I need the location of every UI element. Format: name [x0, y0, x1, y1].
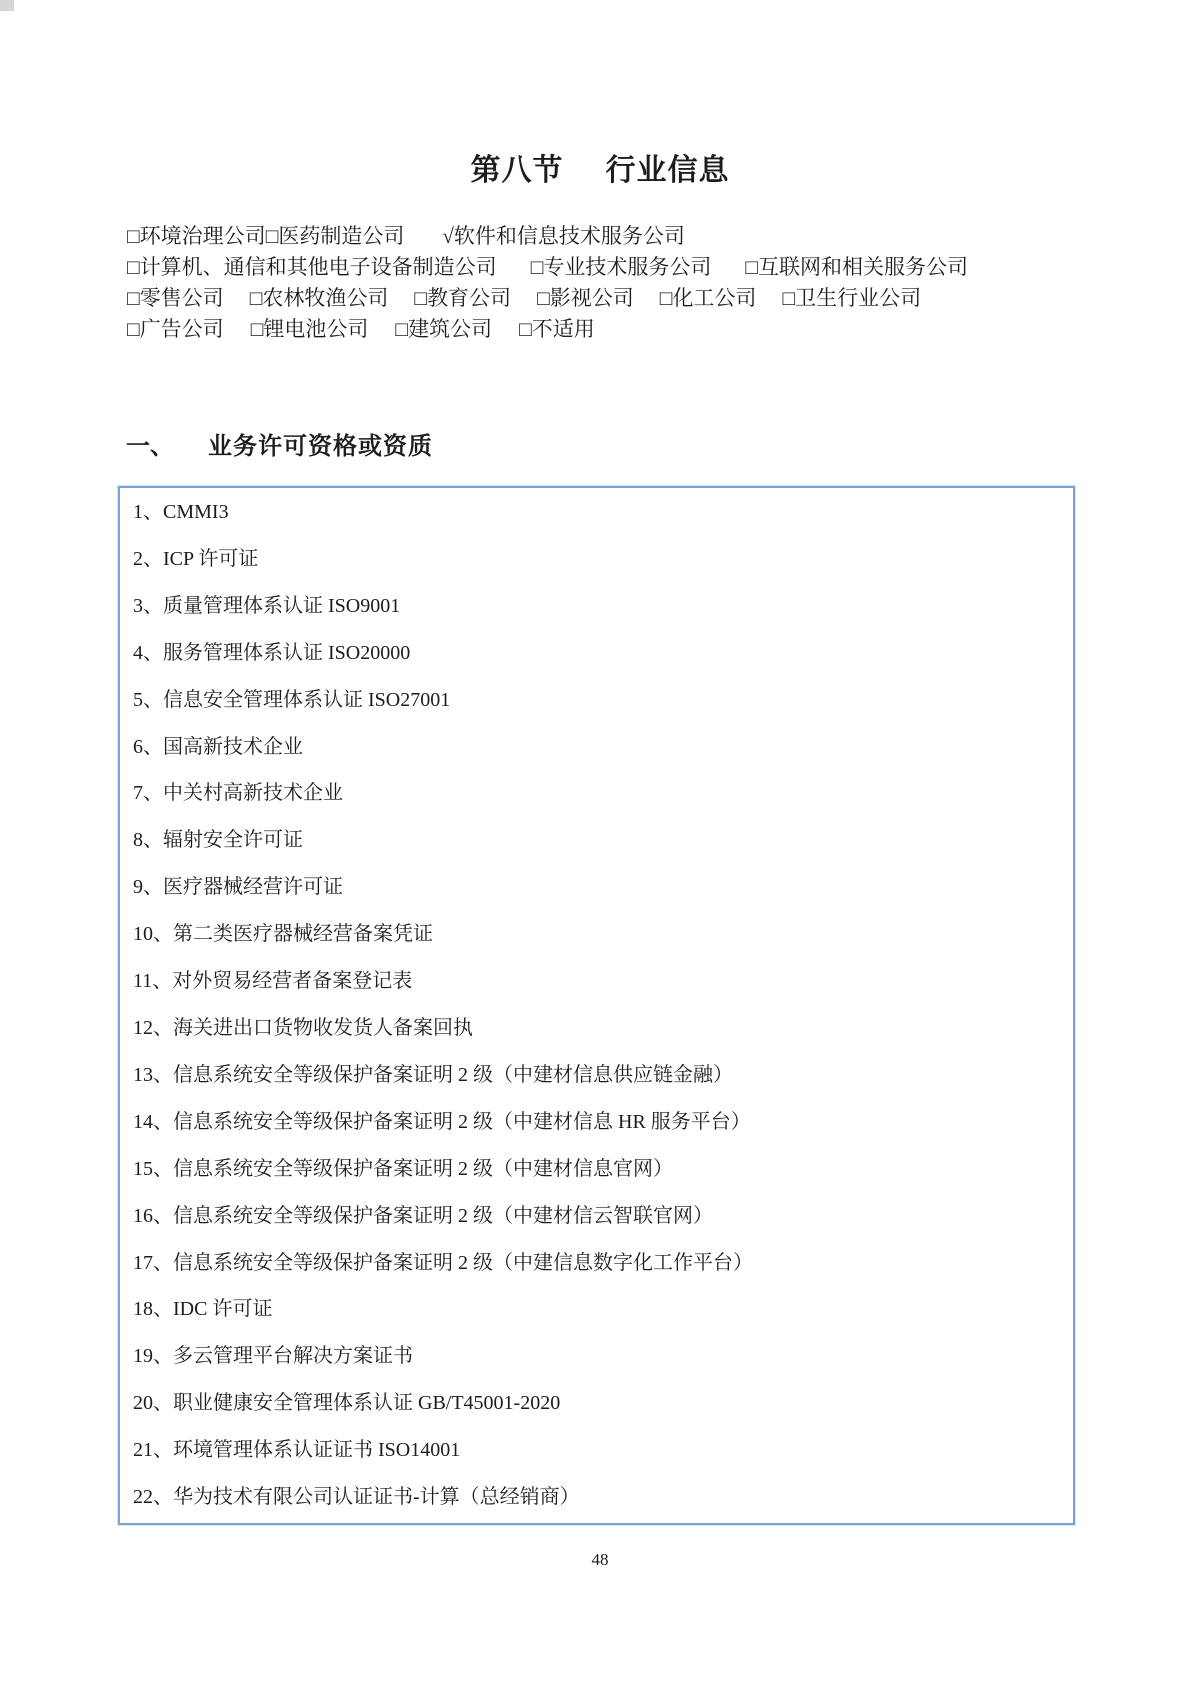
checkbox-icon: □: [537, 286, 550, 310]
list-item: 22、华为技术有限公司认证证书-计算（总经销商）: [133, 1486, 580, 1509]
industry-option-label: 不适用: [531, 317, 595, 341]
industry-option[interactable]: [251, 314, 369, 345]
industry-option[interactable]: [519, 314, 595, 345]
industry-option[interactable]: [127, 221, 266, 252]
industry-option[interactable]: [127, 314, 224, 345]
list-item: 14、信息系统安全等级保护备案证明 2 级（中建材信息 HR 服务平台）: [133, 1110, 751, 1133]
checkbox-icon: □: [659, 286, 673, 310]
page-title-text: 行业信息: [605, 154, 730, 187]
industry-option[interactable]: [127, 252, 497, 283]
section-number: 一、: [126, 433, 174, 460]
list-item: 7、中关村高新技术企业: [133, 782, 343, 805]
list-item: 1、CMMI3: [133, 501, 229, 523]
section-heading-text: 业务许可资格或资质: [208, 433, 433, 460]
list-item: 13、信息系统安全等级保护备案证明 2 级（中建材信息供应链金融）: [133, 1063, 733, 1086]
page-title-section: 第八节: [470, 154, 564, 187]
list-item: 4、服务管理体系认证 ISO20000: [133, 641, 411, 664]
checkbox-icon: □: [745, 255, 759, 279]
checkbox-icon: □: [250, 317, 264, 341]
checkbox-icon: □: [395, 317, 409, 341]
industry-option-label: 零售公司: [139, 286, 224, 310]
section-heading: [126, 430, 433, 464]
scrollbar-corner-artifact: [0, 0, 14, 11]
industry-option[interactable]: [745, 252, 968, 283]
checkbox-icon: □: [414, 286, 428, 310]
industry-option-label: 建筑公司: [408, 317, 493, 341]
checkbox-icon: □: [127, 317, 140, 341]
industry-option-label: 环境治理公司: [139, 224, 266, 248]
industry-checkbox-line: [127, 314, 968, 345]
list-item: 6、国高新技术企业: [133, 735, 303, 758]
list-item: 18、IDC 许可证: [133, 1298, 273, 1321]
industry-option-label: 软件和信息技术服务公司: [453, 224, 685, 248]
list-item: 19、多云管理平台解决方案证书: [133, 1345, 413, 1368]
checkbox-icon: □: [127, 224, 140, 248]
qualification-list-box: [118, 486, 1075, 1525]
industry-option-label: 农林牧渔公司: [262, 286, 389, 310]
list-item: 20、职业健康安全管理体系认证 GB/T45001-2020: [133, 1392, 561, 1415]
list-item: 3、质量管理体系认证 ISO9001: [133, 594, 401, 617]
industry-option-label: 锂电池公司: [263, 317, 369, 341]
industry-option-label: 医药制造公司: [278, 224, 405, 248]
list-item: 15、信息系统安全等级保护备案证明 2 级（中建材信息官网）: [133, 1157, 673, 1180]
industry-option-label: 教育公司: [427, 286, 512, 310]
list-item: 8、辐射安全许可证: [133, 829, 303, 852]
industry-option-label: 化工公司: [672, 286, 757, 310]
qualification-list: [133, 489, 1063, 1521]
checkbox-icon: □: [127, 255, 140, 279]
industry-option[interactable]: [537, 283, 634, 314]
list-item: 21、环境管理体系认证证书 ISO14001: [133, 1439, 461, 1462]
list-item: 11、对外贸易经营者备案登记表: [133, 970, 413, 993]
industry-option[interactable]: [395, 314, 492, 345]
industry-option-label: 广告公司: [139, 317, 224, 341]
list-item: 9、医疗器械经营许可证: [133, 876, 343, 899]
industry-checkbox-line: [127, 252, 968, 283]
list-item: 10、第二类医疗器械经营备案凭证: [133, 923, 433, 946]
industry-checkbox-line: [127, 221, 968, 252]
list-item: 5、信息安全管理体系认证 ISO27001: [133, 688, 451, 711]
industry-option[interactable]: [414, 283, 511, 314]
industry-option[interactable]: [266, 221, 405, 252]
industry-option-label: 专业技术服务公司: [543, 255, 712, 279]
industry-option-checked[interactable]: [442, 221, 685, 252]
industry-option[interactable]: [531, 252, 712, 283]
checkbox-icon: □: [519, 317, 532, 341]
industry-checkbox-line: [127, 283, 968, 314]
checkmark-icon: √: [442, 224, 454, 248]
checkbox-icon: □: [127, 286, 140, 310]
industry-option-label: 卫生行业公司: [795, 286, 922, 310]
list-item: 17、信息系统安全等级保护备案证明 2 级（中建信息数字化工作平台）: [133, 1251, 753, 1274]
checkbox-icon: □: [530, 255, 544, 279]
page-number: 48: [591, 1550, 609, 1569]
industry-option-label: 影视公司: [549, 286, 634, 310]
list-item: 2、ICP 许可证: [133, 547, 259, 570]
industry-checkbox-block: [127, 221, 968, 345]
industry-option-label: 互联网和相关服务公司: [758, 255, 969, 279]
list-item: 16、信息系统安全等级保护备案证明 2 级（中建材信云智联官网）: [133, 1204, 713, 1227]
industry-option-label: 计算机、通信和其他电子设备制造公司: [139, 255, 497, 279]
industry-option[interactable]: [250, 283, 389, 314]
page-title: [0, 152, 1200, 190]
checkbox-icon: □: [265, 224, 279, 248]
industry-option[interactable]: [782, 283, 921, 314]
list-item: 12、海关进出口货物收发货人备案回执: [133, 1016, 473, 1039]
checkbox-icon: □: [249, 286, 263, 310]
checkbox-icon: □: [782, 286, 796, 310]
industry-option[interactable]: [127, 283, 224, 314]
industry-option[interactable]: [660, 283, 757, 314]
